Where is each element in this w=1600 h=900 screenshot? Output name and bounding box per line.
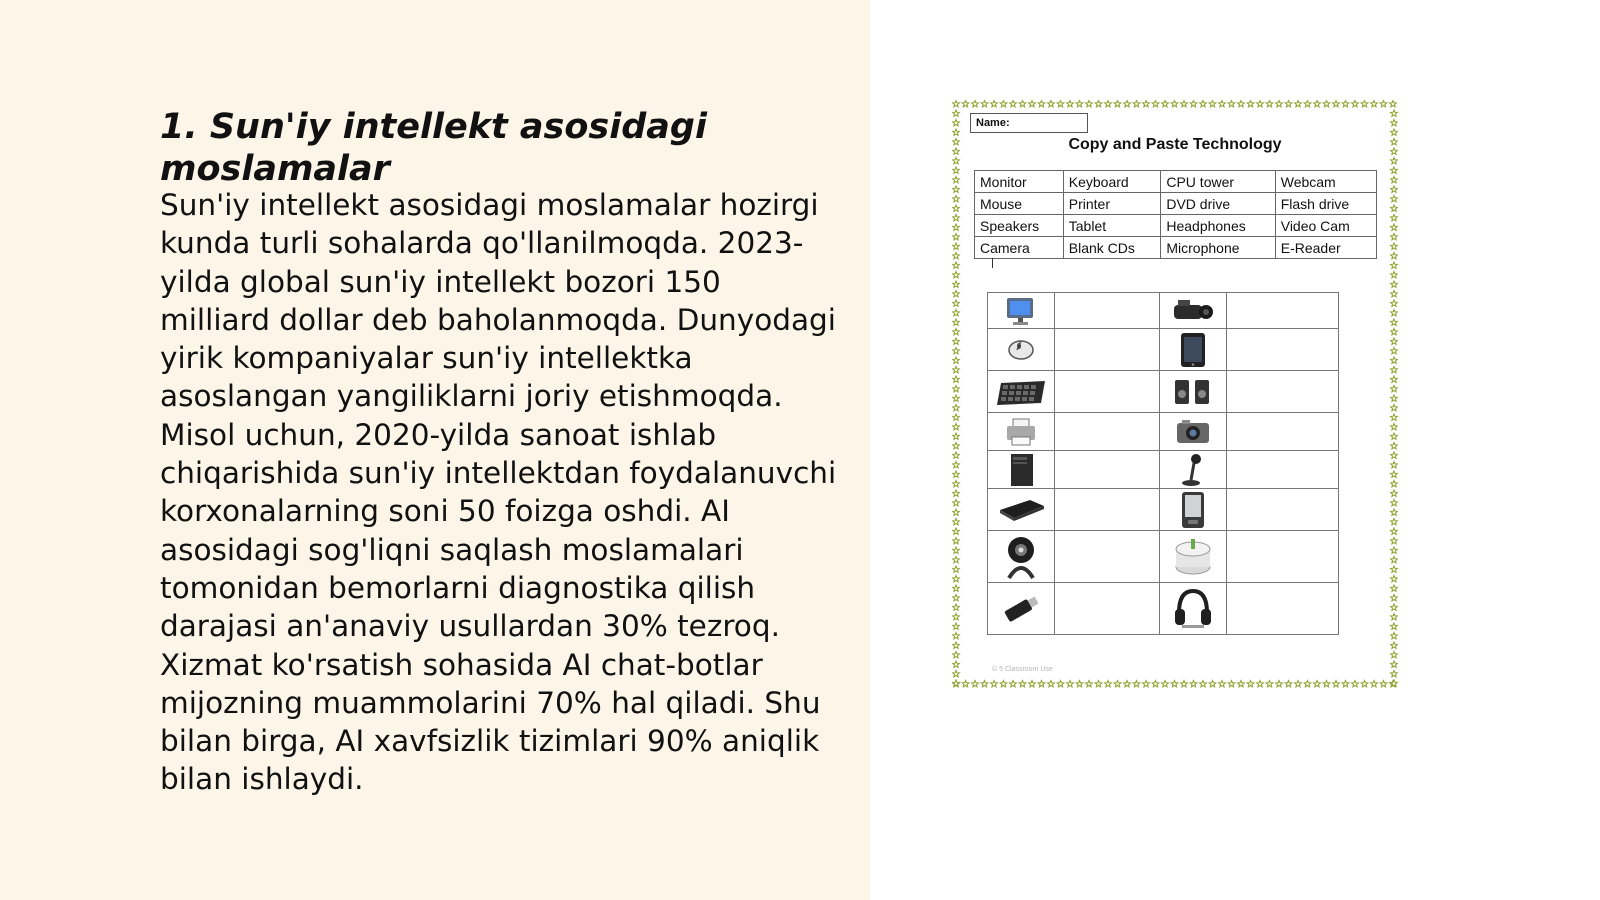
worksheet-title: Copy and Paste Technology	[1068, 136, 1282, 153]
word-bank-cell: Video Cam	[1275, 215, 1376, 237]
border-star	[1391, 110, 1398, 117]
border-star	[1323, 680, 1330, 687]
border-star	[1086, 680, 1093, 687]
border-star	[953, 385, 960, 392]
picture-row	[988, 489, 1339, 531]
border-star	[953, 423, 960, 430]
border-star	[953, 309, 960, 316]
word-bank-cell: Microphone	[1161, 237, 1275, 259]
border-star	[1228, 100, 1235, 107]
border-star	[1029, 680, 1036, 687]
border-star	[1019, 680, 1026, 687]
border-star	[953, 319, 960, 326]
border-star	[1391, 423, 1398, 430]
border-star	[1029, 100, 1036, 107]
border-star	[1152, 100, 1159, 107]
border-star	[1391, 566, 1398, 573]
border-star	[1391, 376, 1398, 383]
word-bank-cell: Webcam	[1275, 171, 1376, 193]
word-bank-cell: DVD drive	[1161, 193, 1275, 215]
border-star	[1391, 395, 1398, 402]
border-star	[953, 661, 960, 668]
worksheet-image	[952, 100, 1398, 688]
border-star	[953, 205, 960, 212]
border-star	[1010, 680, 1017, 687]
answer-cell	[1227, 413, 1339, 451]
border-star	[1228, 680, 1235, 687]
border-star	[953, 442, 960, 449]
answer-cell	[1054, 583, 1160, 635]
border-star	[953, 556, 960, 563]
border-star	[953, 290, 960, 297]
picture-row	[988, 531, 1339, 583]
border-star	[1057, 680, 1064, 687]
border-star	[1391, 613, 1398, 620]
border-star	[1276, 100, 1283, 107]
printer-icon	[988, 413, 1055, 451]
border-star	[953, 271, 960, 278]
border-star	[1285, 680, 1292, 687]
border-star	[1391, 233, 1398, 240]
border-star	[953, 157, 960, 164]
border-star	[1342, 100, 1349, 107]
slide-body-text: Sun'iy intellekt asosidagi moslamalar hozirgi kunda turli sohalarda qo'llanilmoqda. 2023-yilda global sun'iy intellekt bozori 150 milliard dollar deb baholanmoqda. Dunyodagi yirik kompaniyalar sun'iy intellektka asoslangan yangiliklarni joriy etishmoqda. Misol uchun, 2020-yilda sanoat ishlab chiqarishida sun'iy intellektdan foydalanuvchi korxonalarning soni 50 foizga oshdi. AI asosidagi sog'liqni saqlash moslamalari tomonidan bemorlarni diagnostika qilish darajasi an'anaviy usullardan 30% tezroq. Xizmat ko'rsatish sohasida AI chat-botlar mijozning muammolarini 70% hal qiladi. Shu bilan birga, AI xavfsizlik tizimlari 90% aniqlik bilan ishlaydi.	[160, 188, 837, 797]
border-star	[1391, 338, 1398, 345]
border-star	[1105, 680, 1112, 687]
border-star	[1352, 680, 1359, 687]
border-star	[953, 651, 960, 658]
border-star	[1171, 680, 1178, 687]
border-star	[1391, 347, 1398, 354]
border-star	[953, 509, 960, 516]
border-star	[1391, 119, 1398, 126]
word-bank-cell: E-Reader	[1275, 237, 1376, 259]
dvd-drive-icon	[988, 489, 1055, 531]
border-star	[1086, 100, 1093, 107]
worksheet-name-label: Name:	[976, 117, 1010, 129]
border-star	[1391, 490, 1398, 497]
border-star	[1391, 328, 1398, 335]
border-star	[1295, 100, 1302, 107]
border-star	[1391, 290, 1398, 297]
border-star	[953, 404, 960, 411]
border-star	[1391, 243, 1398, 250]
border-star	[953, 518, 960, 525]
border-star	[1048, 100, 1055, 107]
border-star	[1247, 100, 1254, 107]
border-star	[953, 566, 960, 573]
border-star	[1266, 100, 1273, 107]
border-star	[1000, 100, 1007, 107]
border-star	[953, 338, 960, 345]
answer-cell	[1054, 371, 1160, 413]
border-star	[972, 100, 979, 107]
border-star	[1095, 680, 1102, 687]
answer-cell	[1227, 451, 1339, 489]
border-star	[1391, 556, 1398, 563]
border-star	[1067, 680, 1074, 687]
border-star	[953, 100, 960, 107]
border-star	[1200, 680, 1207, 687]
border-star	[1276, 680, 1283, 687]
border-star	[1391, 480, 1398, 487]
border-star	[953, 224, 960, 231]
border-star	[1038, 100, 1045, 107]
answer-cell	[1227, 371, 1339, 413]
monitor-icon	[988, 293, 1055, 329]
word-bank-row	[975, 237, 1377, 259]
border-star	[1143, 100, 1150, 107]
border-star	[1391, 642, 1398, 649]
word-bank-cell: Monitor	[975, 171, 1064, 193]
border-star	[953, 528, 960, 535]
border-star	[1133, 680, 1140, 687]
picture-row	[988, 413, 1339, 451]
answer-cell	[1054, 451, 1160, 489]
border-star	[953, 262, 960, 269]
border-star	[1391, 319, 1398, 326]
border-star	[1391, 195, 1398, 202]
border-star	[1238, 100, 1245, 107]
border-star	[1190, 680, 1197, 687]
word-bank-row	[975, 193, 1377, 215]
border-star	[1391, 604, 1398, 611]
border-star	[1209, 100, 1216, 107]
worksheet-footer: © 5 Classroom Use	[992, 666, 1053, 673]
border-star	[1105, 100, 1112, 107]
border-star	[1266, 680, 1273, 687]
keyboard-icon	[988, 371, 1055, 413]
border-star	[953, 233, 960, 240]
border-star	[953, 433, 960, 440]
border-star	[1333, 680, 1340, 687]
border-star	[953, 537, 960, 544]
border-star	[1391, 366, 1398, 373]
camera-icon	[1160, 413, 1227, 451]
border-star	[1391, 471, 1398, 478]
border-star	[1380, 100, 1387, 107]
border-star	[953, 214, 960, 221]
e-reader-icon	[1160, 489, 1227, 531]
border-star	[1010, 100, 1017, 107]
border-star	[1391, 252, 1398, 259]
border-star	[1095, 100, 1102, 107]
border-star	[953, 670, 960, 677]
border-star	[1391, 404, 1398, 411]
border-star	[1000, 680, 1007, 687]
border-star	[1391, 385, 1398, 392]
answer-cell	[1227, 489, 1339, 531]
border-star	[1391, 167, 1398, 174]
border-star	[953, 328, 960, 335]
border-star	[953, 471, 960, 478]
border-star	[953, 575, 960, 582]
border-star	[953, 632, 960, 639]
border-star	[1114, 100, 1121, 107]
word-bank-cell: Camera	[975, 237, 1064, 259]
border-star	[1304, 680, 1311, 687]
border-star	[1181, 100, 1188, 107]
border-star	[1295, 680, 1302, 687]
border-star	[1391, 670, 1398, 677]
border-star	[1133, 100, 1140, 107]
answer-cell	[1054, 293, 1160, 329]
border-star	[953, 499, 960, 506]
border-star	[1391, 461, 1398, 468]
border-star	[981, 680, 988, 687]
border-star	[1391, 632, 1398, 639]
border-star	[1162, 100, 1169, 107]
border-star	[1391, 214, 1398, 221]
border-star	[962, 100, 969, 107]
border-star	[953, 176, 960, 183]
border-star	[1181, 680, 1188, 687]
picture-grid	[987, 292, 1339, 635]
border-star	[953, 461, 960, 468]
border-star	[953, 281, 960, 288]
word-bank-cell: CPU tower	[1161, 171, 1275, 193]
border-star	[953, 642, 960, 649]
word-bank-cell: Tablet	[1063, 215, 1161, 237]
border-star	[953, 376, 960, 383]
border-star	[1391, 176, 1398, 183]
picture-row	[988, 329, 1339, 371]
answer-cell	[1054, 413, 1160, 451]
tablet-icon	[1160, 329, 1227, 371]
cpu-tower-icon	[988, 451, 1055, 489]
border-star	[1391, 205, 1398, 212]
border-star	[1171, 100, 1178, 107]
picture-row	[988, 293, 1339, 329]
border-star	[1076, 100, 1083, 107]
border-star	[953, 547, 960, 554]
border-star	[953, 680, 960, 687]
border-star	[1391, 442, 1398, 449]
border-star	[1162, 680, 1169, 687]
border-star	[1391, 224, 1398, 231]
border-star	[1391, 518, 1398, 525]
picture-row	[988, 371, 1339, 413]
border-star	[1342, 680, 1349, 687]
border-star	[953, 186, 960, 193]
border-star	[1391, 537, 1398, 544]
border-star	[953, 300, 960, 307]
border-star	[1371, 100, 1378, 107]
border-star	[953, 585, 960, 592]
picture-row	[988, 451, 1339, 489]
border-star	[953, 195, 960, 202]
flash-drive-icon	[988, 583, 1055, 635]
border-star	[953, 347, 960, 354]
border-star	[1361, 680, 1368, 687]
word-bank-cell: Keyboard	[1063, 171, 1161, 193]
border-star	[1352, 100, 1359, 107]
border-star	[1391, 262, 1398, 269]
border-star	[1114, 680, 1121, 687]
picture-row	[988, 583, 1339, 635]
word-bank-cell: Speakers	[975, 215, 1064, 237]
border-star	[1391, 281, 1398, 288]
border-star	[1391, 661, 1398, 668]
border-star	[1391, 575, 1398, 582]
border-star	[1285, 100, 1292, 107]
border-star	[1048, 680, 1055, 687]
border-star	[953, 623, 960, 630]
border-star	[1391, 623, 1398, 630]
border-star	[1124, 680, 1131, 687]
mouse-icon	[988, 329, 1055, 371]
border-star	[1391, 499, 1398, 506]
border-star	[1391, 157, 1398, 164]
word-bank-cell: Blank CDs	[1063, 237, 1161, 259]
border-star	[1391, 186, 1398, 193]
border-star	[1391, 300, 1398, 307]
headphones-icon	[1160, 583, 1227, 635]
border-star	[1190, 100, 1197, 107]
answer-cell	[1227, 583, 1339, 635]
answer-cell	[1227, 293, 1339, 329]
answer-cell	[1054, 531, 1160, 583]
border-star	[1019, 100, 1026, 107]
border-star	[1057, 100, 1064, 107]
border-star	[1200, 100, 1207, 107]
border-star	[1391, 547, 1398, 554]
border-star	[953, 357, 960, 364]
border-star	[1314, 100, 1321, 107]
border-star	[1247, 680, 1254, 687]
border-star	[1124, 100, 1131, 107]
border-star	[1391, 414, 1398, 421]
border-star	[953, 414, 960, 421]
border-star	[953, 119, 960, 126]
border-star	[1304, 100, 1311, 107]
border-star	[1391, 594, 1398, 601]
border-star	[1391, 271, 1398, 278]
answer-cell	[1227, 531, 1339, 583]
border-star	[1257, 680, 1264, 687]
border-star	[953, 452, 960, 459]
word-bank-cell: Flash drive	[1275, 193, 1376, 215]
border-star	[991, 100, 998, 107]
word-bank-row	[975, 171, 1377, 193]
border-star	[1314, 680, 1321, 687]
border-star	[953, 490, 960, 497]
border-star	[1391, 433, 1398, 440]
border-star	[1152, 680, 1159, 687]
border-star	[953, 243, 960, 250]
border-star	[1391, 585, 1398, 592]
border-star	[1390, 100, 1397, 107]
border-star	[1209, 680, 1216, 687]
border-star	[1219, 680, 1226, 687]
border-star	[1391, 528, 1398, 535]
border-star	[1323, 100, 1330, 107]
border-star	[1361, 100, 1368, 107]
answer-cell	[1054, 489, 1160, 531]
webcam-icon	[988, 531, 1055, 583]
border-star	[953, 594, 960, 601]
border-star	[1219, 100, 1226, 107]
border-star	[953, 366, 960, 373]
video-camera-icon	[1160, 293, 1227, 329]
border-star	[1257, 100, 1264, 107]
border-star	[953, 613, 960, 620]
border-star	[962, 680, 969, 687]
answer-cell	[1054, 329, 1160, 371]
border-star	[991, 680, 998, 687]
word-bank-cell: Printer	[1063, 193, 1161, 215]
word-bank-cell: Mouse	[975, 193, 1064, 215]
border-star	[953, 604, 960, 611]
worksheet-name-field	[970, 113, 1088, 133]
border-star	[1143, 680, 1150, 687]
border-star	[1238, 680, 1245, 687]
answer-cell	[1227, 329, 1339, 371]
border-star	[1391, 651, 1398, 658]
border-star	[1391, 129, 1398, 136]
border-star	[972, 680, 979, 687]
border-star	[1076, 680, 1083, 687]
word-bank-table	[974, 170, 1377, 259]
border-star	[981, 100, 988, 107]
word-bank-row	[975, 215, 1377, 237]
border-star	[953, 129, 960, 136]
border-star	[1391, 309, 1398, 316]
word-bank-cell: Headphones	[1161, 215, 1275, 237]
border-star	[1380, 680, 1387, 687]
border-star	[1391, 357, 1398, 364]
border-star	[953, 167, 960, 174]
border-star	[953, 110, 960, 117]
border-star	[1391, 452, 1398, 459]
border-star	[1371, 680, 1378, 687]
border-star	[953, 252, 960, 259]
border-star	[1067, 100, 1074, 107]
slide-title: 1. Sun'iy intellekt asosidagi moslamalar	[160, 107, 707, 189]
border-star	[1333, 100, 1340, 107]
border-star	[1391, 509, 1398, 516]
text-cursor	[992, 258, 993, 268]
border-star	[1038, 680, 1045, 687]
border-star	[953, 480, 960, 487]
border-star	[953, 395, 960, 402]
speakers-icon	[1160, 371, 1227, 413]
microphone-icon	[1160, 451, 1227, 489]
blank-cds-icon	[1160, 531, 1227, 583]
